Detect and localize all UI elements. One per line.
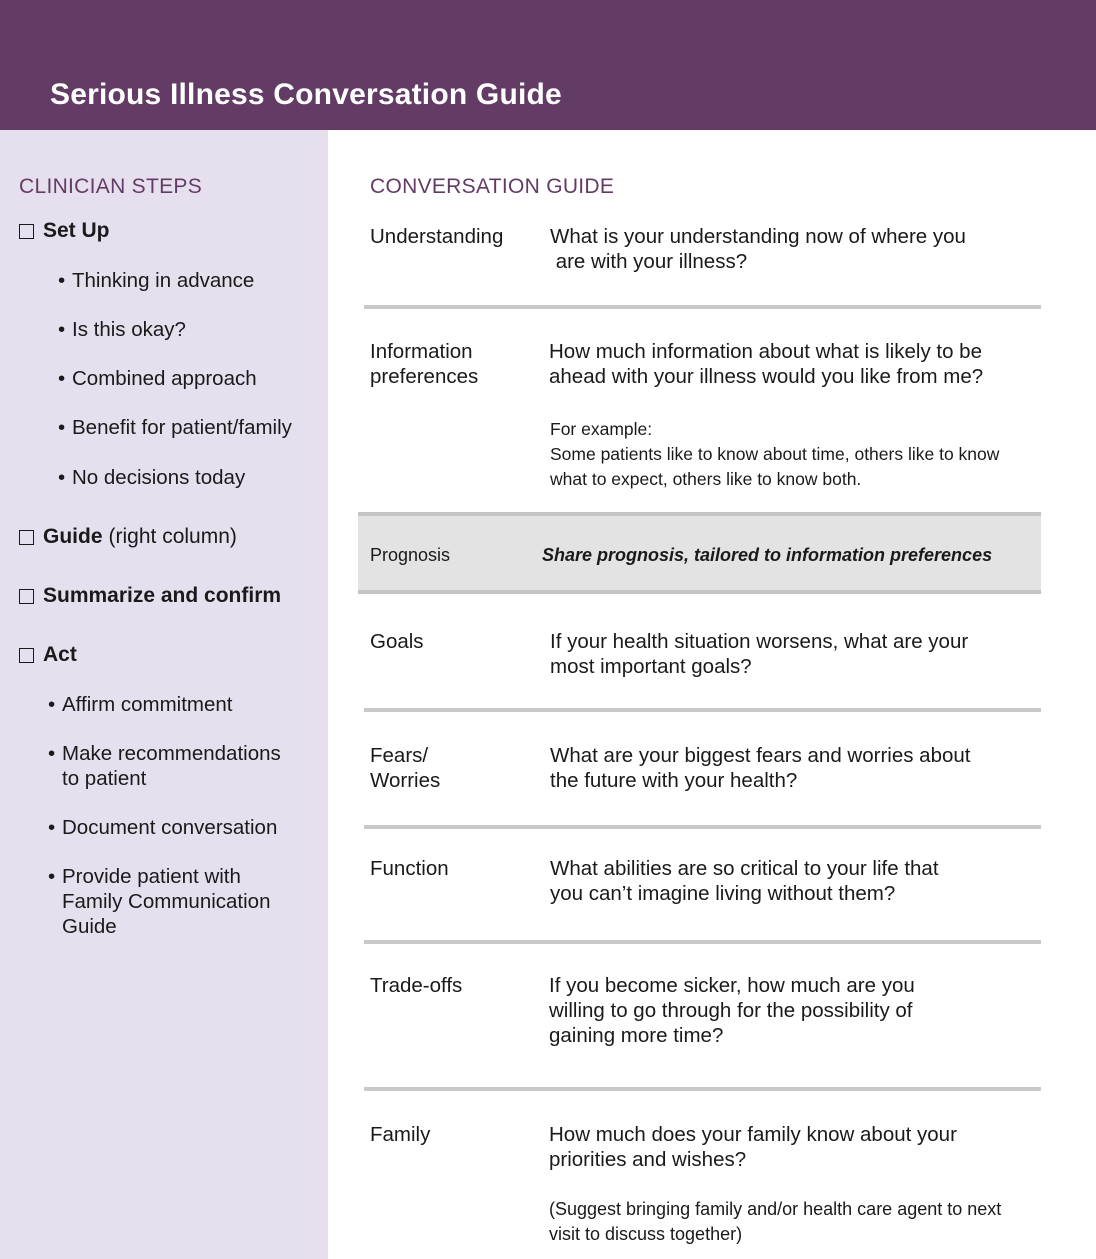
conversation-guide-heading: CONVERSATION GUIDE (370, 175, 615, 198)
row-question-goals: If your health situation worsens, what are your most important goals? (550, 630, 969, 678)
row-label-function: Function (370, 857, 449, 880)
row-divider (364, 305, 1041, 309)
row-divider (364, 1087, 1041, 1091)
step-guide[interactable] (19, 525, 237, 549)
list-item: • Thinking in advance (58, 269, 255, 292)
row-divider (364, 708, 1041, 712)
row-note-family: (Suggest bringing family and/or health care agent to next visit to discuss together) (549, 1199, 1002, 1244)
row-label-understanding: Understanding (370, 225, 504, 248)
row-question-prognosis: Share prognosis, tailored to information preferences (542, 545, 993, 565)
row-question-understanding: What is your understanding now of where you are with your illness? (550, 225, 966, 273)
list-item: • Provide patient with Family Communication Guide (48, 865, 271, 938)
clinician-steps-heading: CLINICIAN STEPS (19, 175, 203, 198)
list-item: • Is this okay? (58, 318, 186, 341)
row-label-prognosis: Prognosis (370, 545, 451, 565)
page-header (0, 0, 1096, 130)
row-question-trade-offs: If you become sicker, how much are you willing to go through for the possibility of gaining more time? (549, 974, 915, 1047)
list-item: • Make recommendations to patient (48, 742, 281, 790)
row-question-family: How much does your family know about your priorities and wishes? (549, 1123, 957, 1171)
step-label: Guide (43, 525, 103, 548)
row-question-fears-worries: What are your biggest fears and worries about the future with your health? (550, 744, 971, 792)
row-note-information-preferences: For example: Some patients like to know about time, others like to know what to expect, others like to know both. (550, 419, 1000, 489)
checkbox-icon[interactable] (19, 589, 34, 604)
checkbox-icon[interactable] (19, 530, 34, 545)
row-label-fears-worries: Fears/ Worries (370, 744, 441, 792)
row-label-information-preferences: Information preferences (370, 340, 479, 388)
row-label-goals: Goals (370, 630, 424, 653)
row-question-information-preferences: How much information about what is likely to be ahead with your illness would you like from me? (549, 340, 984, 388)
list-item: • Combined approach (58, 367, 257, 390)
step-summarize-and-confirm[interactable] (19, 584, 281, 608)
step-act[interactable] (19, 643, 77, 667)
row-label-trade-offs: Trade-offs (370, 974, 463, 997)
step-set-up[interactable] (19, 219, 110, 243)
list-item: • Benefit for patient/family (58, 416, 292, 439)
row-divider (364, 825, 1041, 829)
step-label: Summarize and confirm (43, 584, 282, 607)
list-item: • No decisions today (58, 466, 246, 489)
step-label: Act (43, 643, 77, 666)
checkbox-icon[interactable] (19, 224, 34, 239)
step-note: (right column) (108, 525, 237, 548)
row-question-function: What abilities are so critical to your life that you can’t imagine living without them? (550, 857, 939, 905)
row-divider (364, 940, 1041, 944)
step-label: Set Up (43, 219, 110, 242)
list-item: • Affirm commitment (48, 693, 233, 716)
checkbox-icon[interactable] (19, 648, 34, 663)
page-title: Serious Illness Conversation Guide (50, 78, 562, 111)
row-label-family: Family (370, 1123, 431, 1146)
list-item: • Document conversation (48, 816, 278, 839)
